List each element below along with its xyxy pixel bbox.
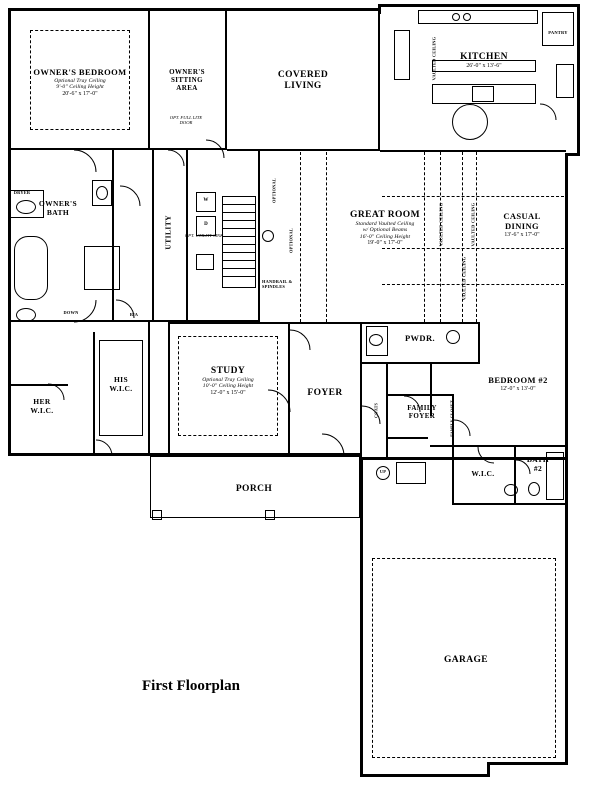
annotation-optional-2: OPTIONAL xyxy=(288,228,294,254)
annotation-opt-utility-sink: OPT. UTILITY SINK xyxy=(184,233,224,238)
annotation-opt-full-lite-door: OPT. FULL LITE DOOR xyxy=(169,115,203,125)
wall-ownersbath-right xyxy=(112,150,114,322)
wall-stair-right xyxy=(258,150,260,322)
room-pantry: PANTRY xyxy=(548,30,568,35)
room-garage: GARAGE xyxy=(443,655,489,665)
owners-wc-bowl xyxy=(96,186,108,200)
wall-pwdr-top xyxy=(362,322,480,324)
greatroom-beam-v6 xyxy=(300,152,301,322)
annotation-handrail-spindles: HANDRAIL & SPINDLES xyxy=(262,279,293,289)
wall-study-top xyxy=(168,322,290,324)
kitchen-burner-2 xyxy=(463,13,471,21)
room-covered-living: COVERED LIVING xyxy=(277,70,329,91)
annotation-coats: COATS xyxy=(373,402,379,418)
wall-greatroom-top xyxy=(380,150,566,152)
wall-familyfoyer-left xyxy=(386,364,388,457)
wall-closet-divider xyxy=(93,332,95,456)
wall-foyer-right xyxy=(360,322,362,457)
wall-sitting-right xyxy=(225,8,227,150)
room-bedroom2: BEDROOM #2 12'-0" x 13'-0" xyxy=(488,375,548,392)
wall-familyfoyer-bottom xyxy=(388,437,428,439)
pantry-outline xyxy=(542,12,574,46)
owners-bath-tub xyxy=(14,236,48,300)
room-kitchen: KITCHEN 26'-0" x 13'-6" xyxy=(460,52,508,69)
annotation-up: UP xyxy=(379,469,387,474)
annotation-dryer: DRYER xyxy=(13,190,31,195)
annotation-down: DOWN xyxy=(63,310,79,315)
stair-tread xyxy=(222,228,256,229)
stair-tread xyxy=(222,268,256,269)
stair-run xyxy=(222,196,256,288)
room-her-wic: HER W.I.C. xyxy=(30,397,54,415)
wall-pwdr-bottom xyxy=(362,362,480,364)
utility-sink-opt xyxy=(196,254,214,270)
stair-tread xyxy=(222,212,256,213)
stair-newel-post xyxy=(262,230,274,242)
wall-right-mid xyxy=(565,153,568,460)
annotation-vaulted-ceiling-4: VAULTED CEILING xyxy=(461,256,467,301)
wall-kitchen-bottom xyxy=(380,150,382,152)
annotation-optional-1: OPTIONAL xyxy=(271,178,277,204)
room-casual-dining: CASUAL DINING 13'-6" x 17'-0" xyxy=(503,211,541,238)
page-title: First Floorplan xyxy=(142,678,240,694)
wall-top-kitchen xyxy=(378,4,580,7)
stair-tread xyxy=(222,204,256,205)
garage-wall-bottom2 xyxy=(487,762,568,765)
room-wic-bed2: W.I.C. xyxy=(471,469,495,478)
wall-owners-bed-right xyxy=(148,8,150,148)
room-study: STUDY Optional Tray Ceiling 10'-0" Ceiling Height 12'-0" x 15'-0" xyxy=(202,366,254,396)
wall-under-owners xyxy=(8,148,226,150)
room-porch: PORCH xyxy=(235,484,273,494)
wall-utility-left xyxy=(152,150,154,322)
pwdr-sink xyxy=(369,334,383,346)
garage-wall-left xyxy=(360,457,363,777)
annotation-family-closet: FAMILY CLOSET xyxy=(449,400,455,437)
wall-familyfoyer-top xyxy=(388,394,454,396)
owners-shower xyxy=(84,246,120,290)
room-owners-bath: OWNER'S BATH xyxy=(38,199,78,217)
room-owners-sitting: OWNER'S SITTING AREA xyxy=(169,68,205,93)
wall-bath2-left xyxy=(514,447,516,505)
greatroom-beam-v5 xyxy=(326,152,327,322)
room-his-wic: HIS W.I.C. xyxy=(109,375,133,393)
wall-pwdr-right xyxy=(478,322,480,364)
room-bath2: BATH #2 xyxy=(526,455,550,473)
greatroom-beam-v4 xyxy=(476,152,477,322)
wall-her-closet-top xyxy=(8,384,68,386)
annotation-ra: R/A xyxy=(129,312,139,317)
familyfoyer-steps xyxy=(396,462,426,484)
wall-study-left xyxy=(168,322,170,456)
wall-wic2-left xyxy=(452,447,454,505)
room-great-room: GREAT ROOM Standard Vaulted Ceiling w/ Optional Beams 16'-0" Ceiling Height 19'-0" x 17'-0" xyxy=(350,210,420,247)
annotation-dryer-short: D xyxy=(204,222,208,227)
bath2-wc xyxy=(528,482,540,496)
porch-column-left xyxy=(152,510,162,520)
kitchen-sink xyxy=(472,86,494,102)
wall-closet-right xyxy=(148,322,150,456)
wall-bath2-bottom xyxy=(452,503,566,505)
annotation-vaulted-ceiling-3: VAULTED CEILING xyxy=(470,202,476,247)
stair-tread xyxy=(222,276,256,277)
wall-coveredliving-right xyxy=(378,8,380,151)
owners-bath-sink-2 xyxy=(16,308,36,322)
kitchen-wall-oven xyxy=(394,30,410,80)
kitchen-door-swing xyxy=(452,104,488,140)
garage-wall-bottom xyxy=(360,774,490,777)
stair-tread xyxy=(222,244,256,245)
wall-right-upper xyxy=(577,4,580,156)
kitchen-burner-1 xyxy=(452,13,460,21)
pwdr-wc xyxy=(446,330,460,344)
stair-tread xyxy=(222,260,256,261)
stair-tread xyxy=(222,252,256,253)
stair-tread xyxy=(222,236,256,237)
stair-tread xyxy=(222,220,256,221)
annotation-washer: W xyxy=(203,198,209,203)
greatroom-beam-3 xyxy=(382,284,564,285)
room-family-foyer: FAMILY FOYER xyxy=(407,404,437,421)
wic2-sink xyxy=(504,484,518,496)
room-powder: PWDR. xyxy=(404,333,436,343)
room-foyer: FOYER xyxy=(307,388,343,398)
room-owners-bedroom: OWNER'S BEDROOM Optional Tray Ceiling 9'-0" Ceiling Height 20'-6" x 17'-0" xyxy=(33,67,127,97)
annotation-vaulted-ceiling-2: VAULTED CEILING xyxy=(438,202,444,247)
wall-study-right xyxy=(288,322,290,456)
refrigerator xyxy=(556,64,574,98)
wall-top-left xyxy=(8,8,380,11)
annotation-vaulted-ceiling-1: VAULTED CEILING xyxy=(431,36,437,81)
porch-column-right xyxy=(265,510,275,520)
wall-left-outer xyxy=(8,8,11,456)
kitchen-counter-top xyxy=(418,10,538,24)
handrail-line xyxy=(258,286,260,292)
room-utility: UTILITY xyxy=(163,215,173,250)
wall-coveredliving-bottom xyxy=(227,149,379,151)
